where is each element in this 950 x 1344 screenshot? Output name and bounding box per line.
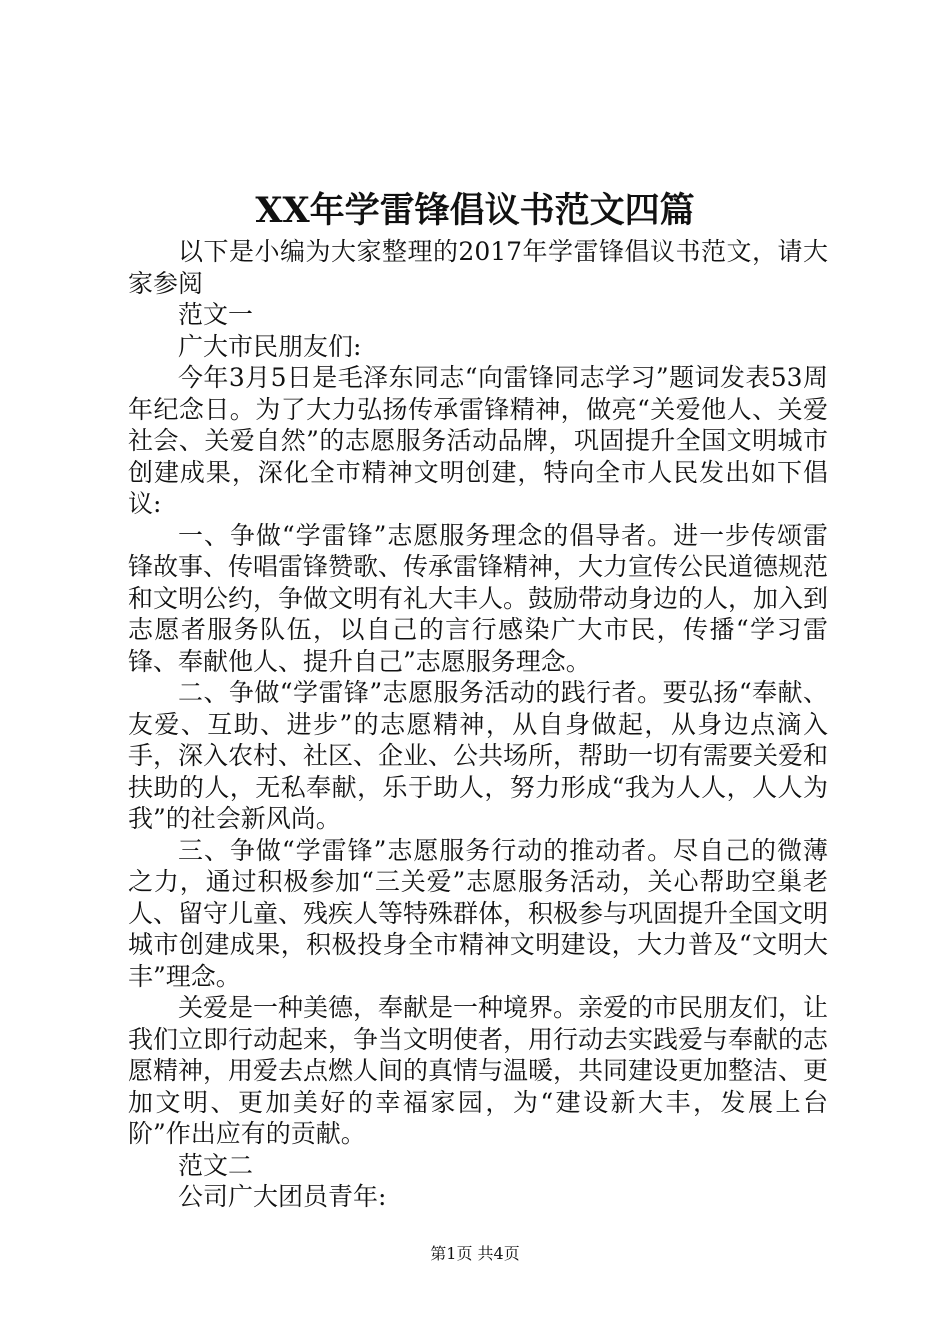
page-indicator: 第1页 共4页 bbox=[430, 1244, 520, 1263]
paragraph-intro: 以下是小编为大家整理的2017年学雷锋倡议书范文，请大家参阅 bbox=[128, 237, 828, 298]
page-title: XX年学雷锋倡议书范文四篇 bbox=[255, 190, 695, 231]
salutation-1: 广大市民朋友们: bbox=[178, 331, 362, 361]
document-body bbox=[128, 236, 828, 1213]
salutation-2: 公司广大团员青年: bbox=[178, 1182, 387, 1211]
paragraph: 二、争做“学雷锋”志愿服务活动的践行者。要弘扬“奉献、友爱、互助、进步”的志愿精神，从自身做起，从身边点滴入手，深入农村、社区、企业、公共场所，帮助一切有需要关爱和扶助的人，无私奉献，乐于助人，努力形成“我为人人，人人为我”的社会新风尚。 bbox=[128, 678, 829, 833]
section-heading-1: 范文一 bbox=[178, 300, 254, 329]
paragraph: 今年3月5日是毛泽东同志“向雷锋同志学习”题词发表53周年纪念日。为了大力弘扬传承雷锋精神，做亮“关爱他人、关爱社会、关爱自然”的志愿服务活动品牌，巩固提升全国文明城市创建成果，深化全市精神文明创建，特向全市人民发出如下倡议: bbox=[128, 363, 828, 518]
paragraph: 一、争做“学雷锋”志愿服务理念的倡导者。进一步传颂雷锋故事、传唱雷锋赞歌、传承雷锋精神，大力宣传公民道德规范和文明公约，争做文明有礼大丰人。鼓励带动身边的人，加入到志愿者服务队伍，以自己的言行感染广大市民，传播“学习雷锋、奉献他人、提升自己”志愿服务理念。 bbox=[128, 520, 829, 676]
paragraph: 三、争做“学雷锋”志愿服务行动的推动者。尽自己的微薄之力，通过积极参加“三关爱”志愿服务活动，关心帮助空巢老人、留守儿童、残疾人等特殊群体，积极参与巩固提升全国文明城市创建成果，积极投身全市精神文明建设，大力普及“文明大丰”理念。 bbox=[128, 835, 829, 991]
section-heading-2: 范文二 bbox=[178, 1150, 254, 1180]
paragraph: 关爱是一种美德，奉献是一种境界。亲爱的市民朋友们，让我们立即行动起来，争当文明使者，用行动去实践爱与奉献的志愿精神，用爱去点燃人间的真情与温暖，共同建设更加整洁、更加文明、更加美好的幸福家园，为“建设新大丰，发展上台阶”作出应有的贡献。 bbox=[128, 993, 829, 1148]
